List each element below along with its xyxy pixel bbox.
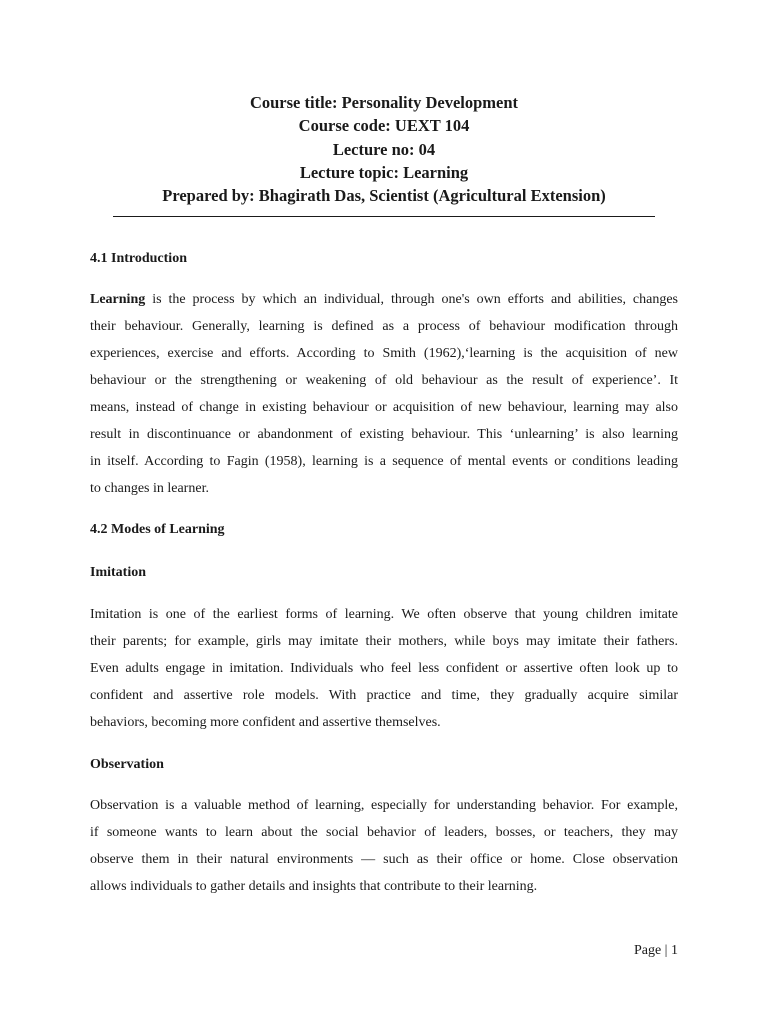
paragraph-line: if someone wants to learn about the social behavior of leaders, bosses, or teachers, they may [90, 825, 678, 840]
paragraph-line: their behaviour. Generally, learning is defined as a process of behaviour modification through [90, 319, 678, 334]
observation-paragraph [90, 792, 678, 900]
paragraph-line: Imitation is one of the earliest forms of learning. We often observe that young children imitate [90, 607, 678, 622]
paragraph-line: experiences, exercise and efforts. According to Smith (1962),‘learning is the acquisition of new [90, 346, 678, 361]
imitation-heading: Imitation [90, 565, 146, 580]
lecture-topic: Lecture topic: Learning [299, 162, 469, 182]
introduction-paragraph [90, 286, 678, 502]
paragraph-line: in itself. According to Fagin (1958), learning is a sequence of mental events or conditions leading [90, 454, 678, 469]
paragraph-line: confident and assertive role models. With practice and time, they gradually acquire similar [90, 688, 678, 703]
lecture-number: Lecture no: 04 [332, 139, 436, 159]
page-number: Page | 1 [633, 943, 678, 958]
paragraph-line: to changes in learner. [90, 481, 209, 496]
course-title: Course title: Personality Development [249, 93, 519, 112]
learning-term: Learning [90, 292, 146, 307]
paragraph-line: allows individuals to gather details and insights that contribute to their learning. [90, 879, 538, 894]
course-code: Course code: UEXT 104 [298, 116, 470, 136]
paragraph-line: Learning is the process by which an individual, through one's own efforts and abilities, changes [90, 292, 678, 307]
paragraph-line: their parents; for example, girls may imitate their mothers, while boys may imitate their fathers. [90, 634, 678, 649]
paragraph-line: observe them in their natural environments — such as their office or home. Close observation [90, 852, 678, 867]
paragraph-line: behaviors, becoming more confident and assertive themselves. [90, 715, 441, 730]
observation-heading: Observation [90, 757, 164, 772]
paragraph-line: Even adults engage in imitation. Individuals who feel less confident or assertive often look up to [90, 661, 678, 676]
prepared-by: Prepared by: Bhagirath Das, Scientist (Agricultural Extension) [162, 186, 606, 206]
paragraph-line: behaviour or the strengthening or weakening of old behaviour as the result of experience’. It [90, 373, 678, 388]
imitation-paragraph [90, 601, 678, 736]
introduction-heading: 4.1 Introduction [90, 251, 187, 266]
paragraph-line: Observation is a valuable method of learning, especially for understanding behavior. For example, [90, 798, 678, 813]
paragraph-line: means, instead of change in existing behaviour or acquisition of new behaviour, learning may also [90, 400, 678, 415]
header-divider [113, 216, 655, 217]
paragraph-line: result in discontinuance or abandonment of existing behaviour. This ‘unlearning’ is also learning [90, 427, 678, 442]
document-header [0, 91, 768, 207]
modes-heading: 4.2 Modes of Learning [90, 522, 225, 537]
